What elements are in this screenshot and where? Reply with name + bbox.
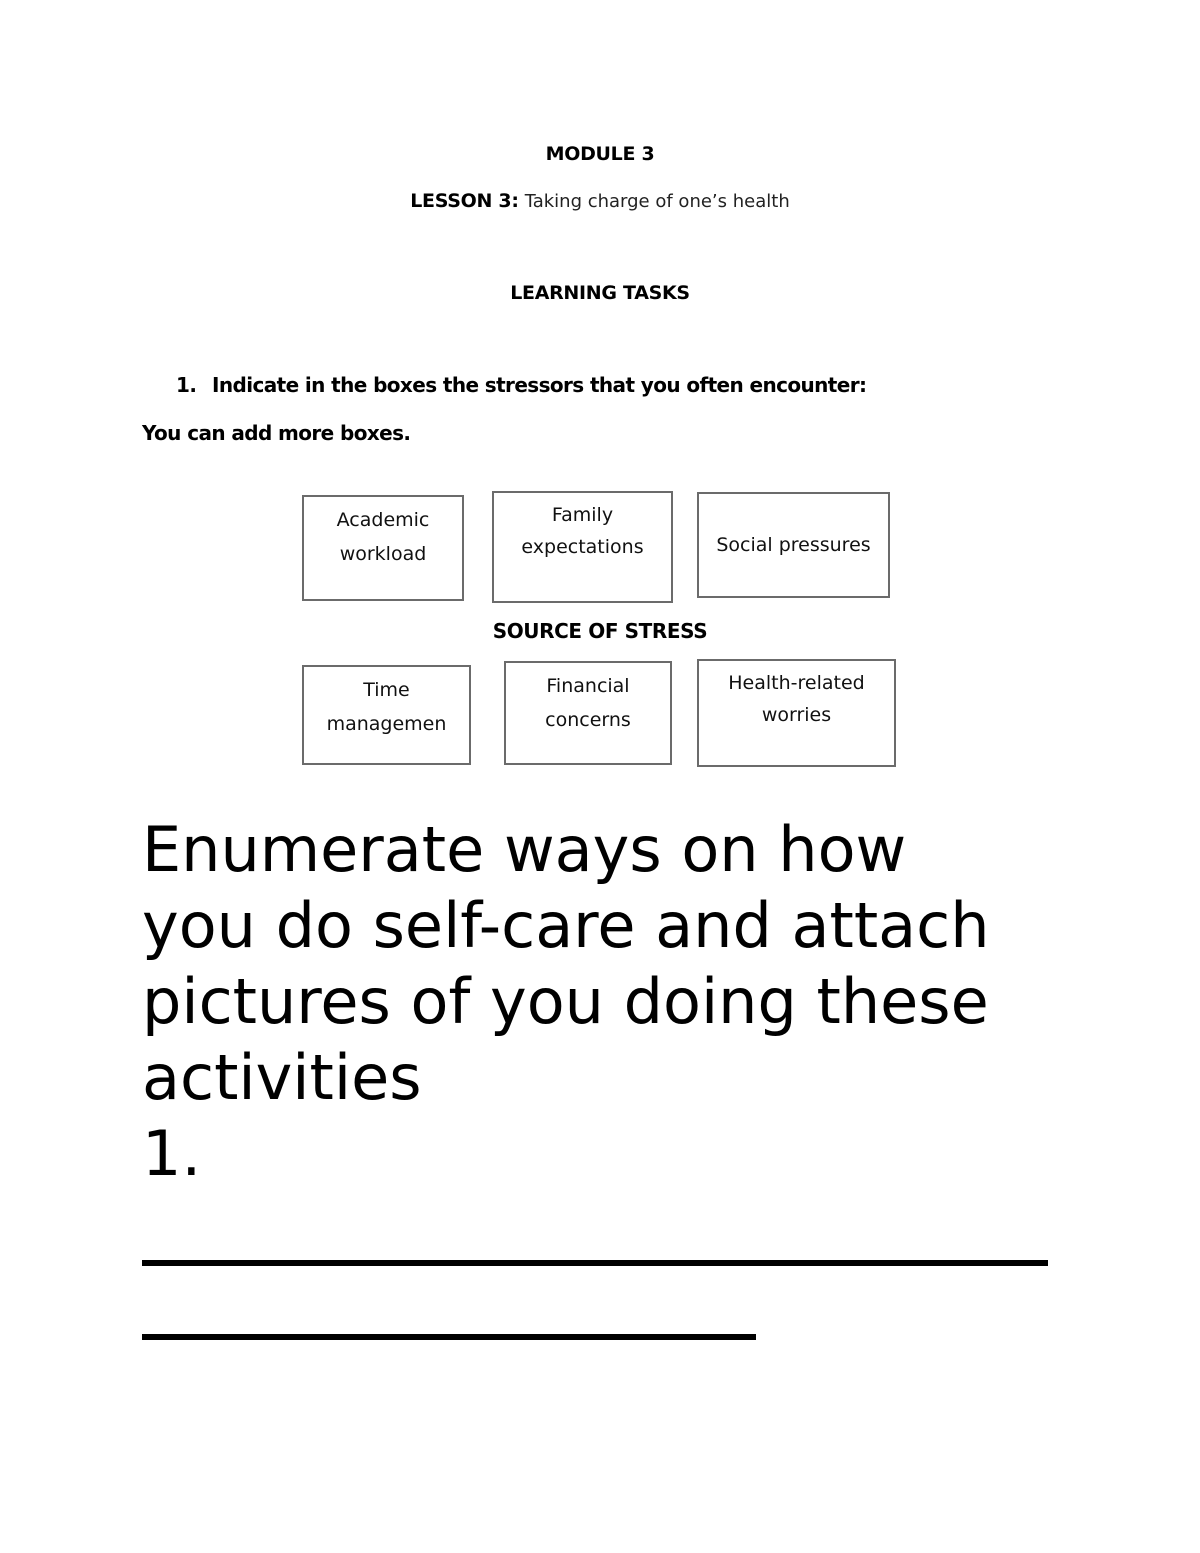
task-2-line: activities: [142, 1041, 422, 1114]
stressor-box-line: managemen: [326, 713, 447, 735]
stressor-box-line: worries: [761, 704, 832, 726]
stressor-box-time-management: [302, 665, 471, 765]
stressor-box-line: Financial: [546, 675, 630, 697]
stressor-box-line: expectations: [521, 536, 644, 558]
stressor-box-line: Health-related: [728, 672, 865, 694]
stressor-box-academic-workload: [302, 495, 464, 601]
answer-blank-line: [142, 1334, 756, 1340]
stressor-box-line: concerns: [545, 709, 631, 731]
stressor-box-financial-concerns: [504, 661, 672, 765]
stressor-box-line: Academic: [336, 509, 430, 531]
task-2-number: 1.: [142, 1117, 202, 1190]
lesson-topic: Taking charge of one’s health: [524, 191, 790, 212]
stressor-box-line: Social pressures: [716, 534, 871, 556]
task-1-number: 1.: [176, 373, 197, 397]
source-of-stress-label: SOURCE OF STRESS: [492, 619, 708, 643]
task-1-instruction: [176, 373, 866, 397]
task-2-line: pictures of you doing these: [142, 965, 989, 1038]
module-title: MODULE 3: [545, 143, 655, 165]
task-1-text: Indicate in the boxes the stressors that you often encounter:: [212, 373, 867, 397]
lesson-label: LESSON 3:: [410, 190, 519, 212]
stressor-box-health-related-worries: [697, 659, 896, 767]
stressor-box-family-expectations: [492, 491, 673, 603]
stressor-box-line: workload: [339, 543, 427, 565]
task-1-note: You can add more boxes.: [142, 421, 411, 445]
stressor-box-social-pressures: [697, 492, 890, 598]
task-2-line: you do self-care and attach: [142, 889, 990, 962]
task-2-instruction: [142, 812, 1142, 1192]
stressor-box-line: Family: [551, 504, 614, 526]
lesson-heading: [0, 190, 1200, 212]
answer-blank-line: [142, 1260, 1048, 1266]
learning-tasks-title: LEARNING TASKS: [510, 282, 690, 304]
stressor-box-line: Time: [363, 679, 410, 701]
task-2-line: Enumerate ways on how: [142, 813, 907, 886]
